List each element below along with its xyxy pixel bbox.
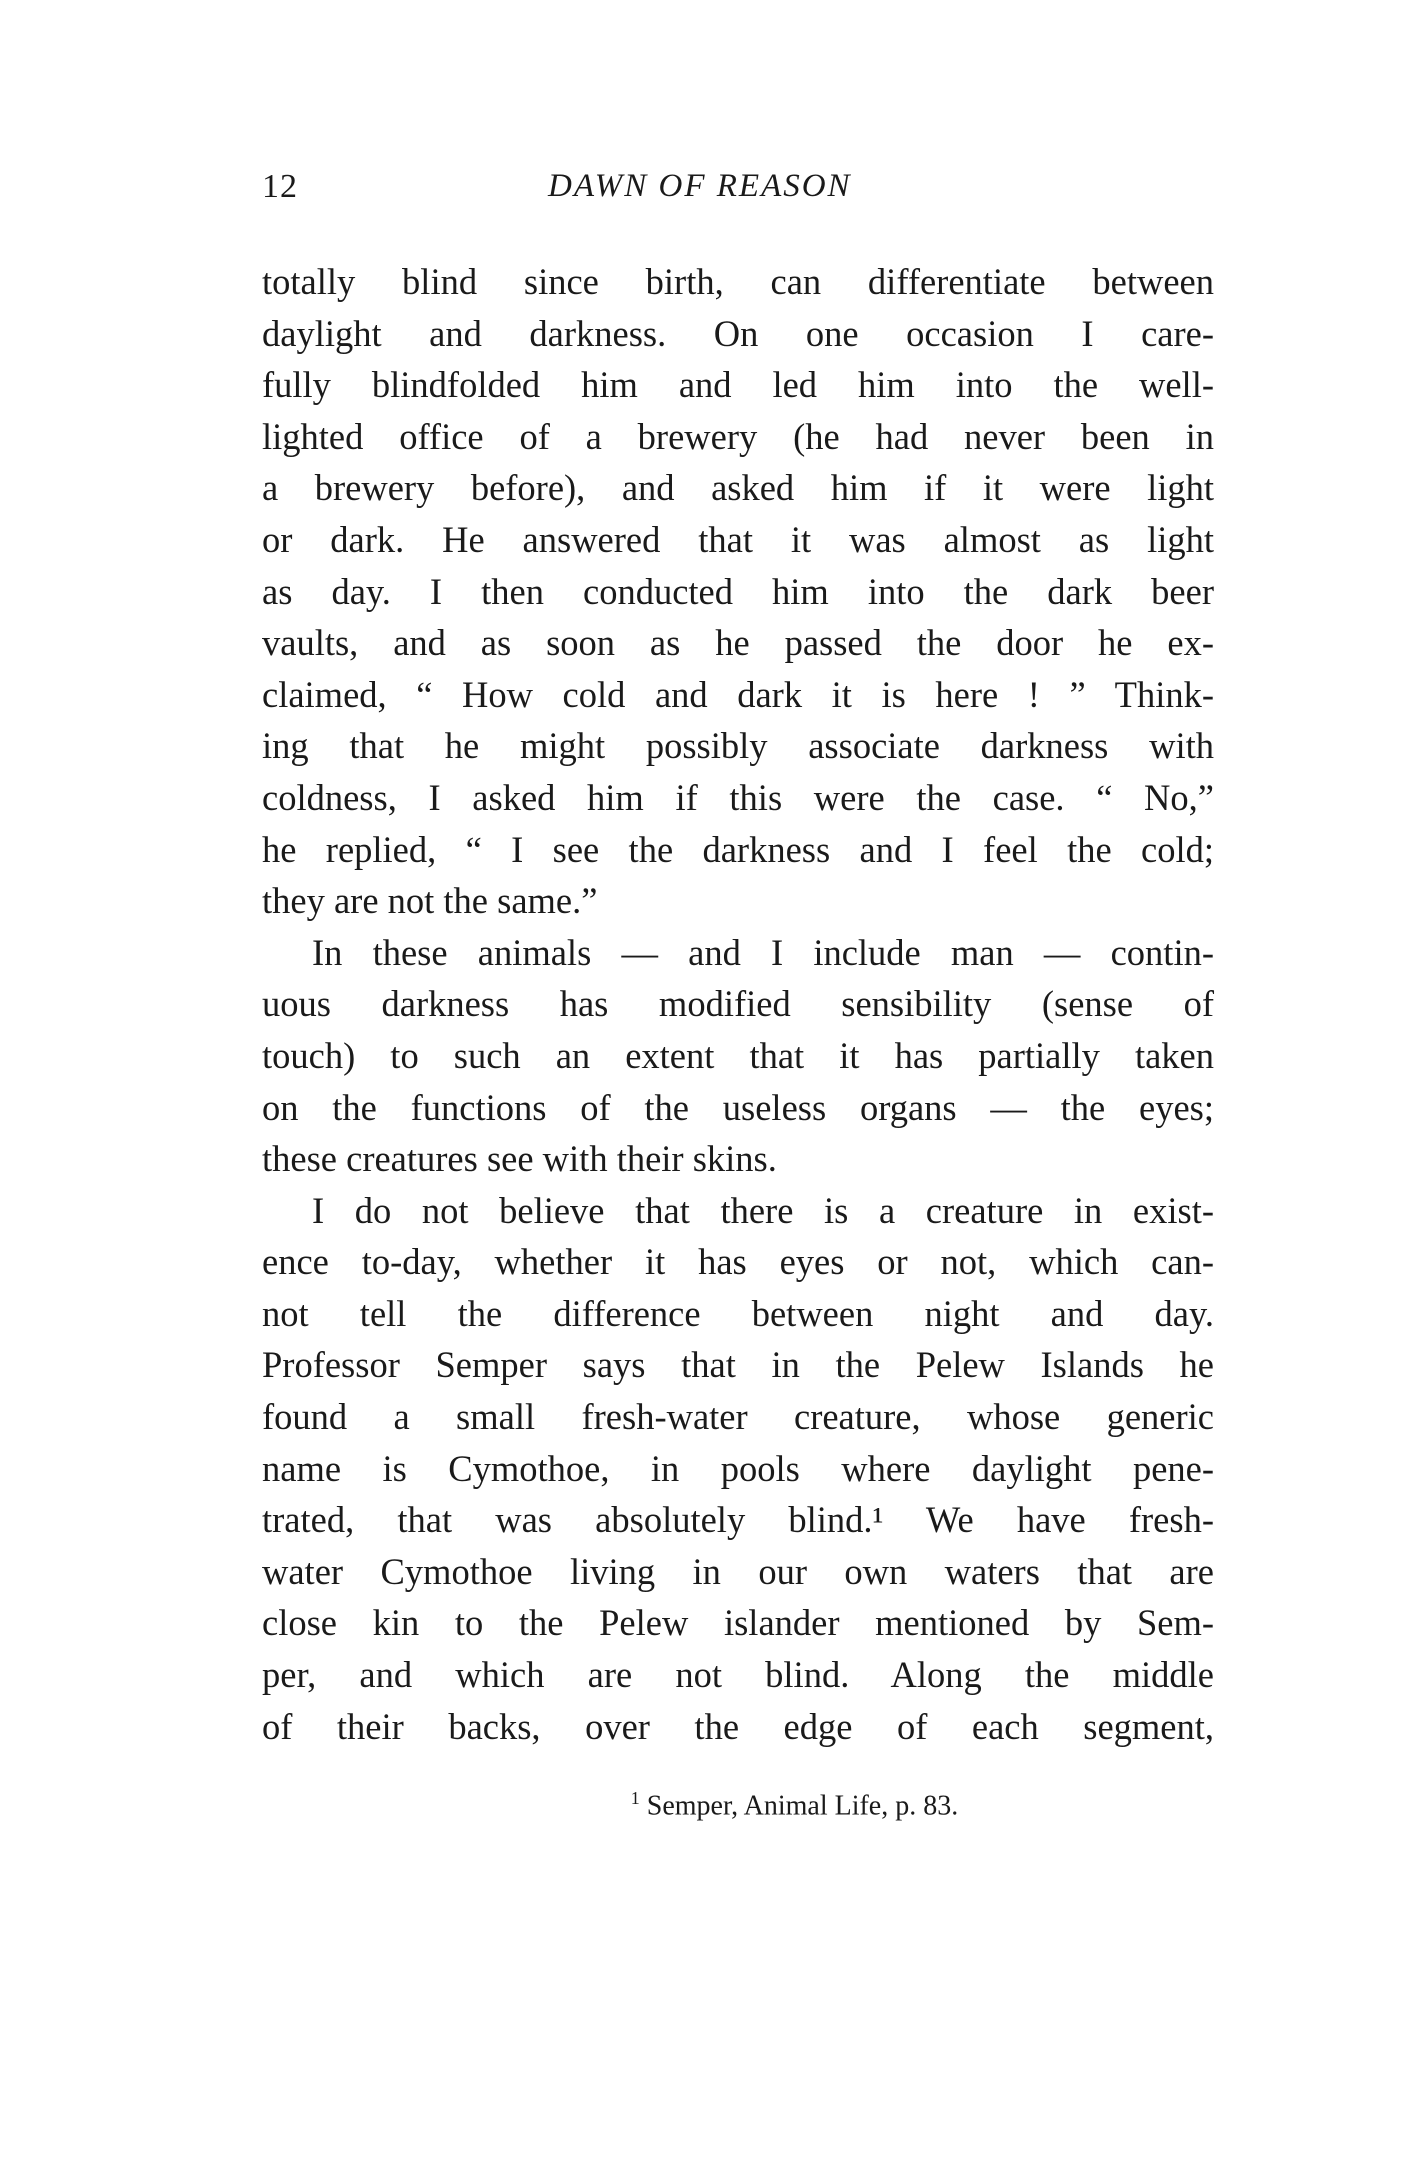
body-text [262, 256, 1214, 1752]
text-line: he replied, “ I see the darkness and I feel the cold; [262, 828, 1214, 870]
text-line: vaults, and as soon as he passed the door he ex- [262, 622, 1214, 664]
text-line: touch) to such an extent that it has partially taken [262, 1034, 1214, 1076]
text-line: these creatures see with their skins. [262, 1138, 777, 1180]
text-line: per, and which are not blind. Along the middle [262, 1654, 1214, 1696]
text-line: or dark. He answered that it was almost as light [262, 518, 1214, 560]
text-line: on the functions of the useless organs — the eyes; [262, 1086, 1214, 1128]
text-line: claimed, “ How cold and dark it is here ! ” Think- [262, 673, 1214, 715]
footnote-text: Semper, Animal Life, p. 83. [646, 1790, 959, 1822]
text-line: found a small fresh-water creature, whose generic [262, 1396, 1214, 1438]
text-line: daylight and darkness. On one occasion I care- [262, 312, 1214, 354]
text-line: a brewery before), and asked him if it were light [262, 467, 1214, 509]
text-line: they are not the same.” [262, 880, 598, 922]
page-number: 12 [262, 168, 298, 205]
footnote [0, 1788, 1419, 1822]
text-line: as day. I then conducted him into the dark beer [262, 570, 1214, 612]
text-line: close kin to the Pelew islander mentioned by Sem- [262, 1602, 1214, 1644]
text-line: not tell the difference between night and day. [262, 1292, 1214, 1334]
text-line: fully blindfolded him and led him into the well- [262, 364, 1214, 406]
paragraph-start-line: In these animals — and I include man — contin- [312, 931, 1214, 973]
text-line: Professor Semper says that in the Pelew Islands he [262, 1344, 1214, 1386]
text-line: ing that he might possibly associate darkness with [262, 725, 1214, 767]
text-line: coldness, I asked him if this were the case. “ No,” [262, 776, 1214, 818]
paragraph-start-line: I do not believe that there is a creature in exist- [312, 1189, 1214, 1231]
text-line: totally blind since birth, can differentiate between [262, 261, 1214, 302]
running-title: DAWN OF REASON [548, 168, 852, 204]
text-line: trated, that was absolutely blind.¹ We have fresh- [262, 1499, 1214, 1541]
running-head [262, 168, 1222, 214]
text-line: lighted office of a brewery (he had never been in [262, 415, 1214, 457]
text-line: ence to-day, whether it has eyes or not, which can- [262, 1241, 1214, 1283]
text-line: uous darkness has modified sensibility (sense of [262, 983, 1214, 1025]
footnote-marker: 1 [630, 1788, 640, 1808]
text-line: name is Cymothoe, in pools where daylight pene- [262, 1447, 1214, 1489]
text-line: of their backs, over the edge of each segment, [262, 1705, 1214, 1747]
text-line: water Cymothoe living in our own waters that are [262, 1550, 1214, 1592]
